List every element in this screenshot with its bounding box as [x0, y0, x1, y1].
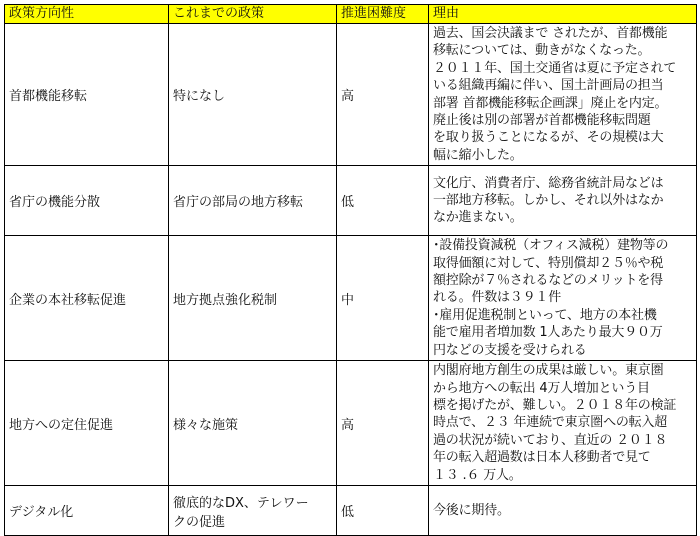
header-direction: 政策方向性	[5, 5, 169, 24]
reason-cell	[429, 166, 697, 236]
reason-line: 円などの支援を受けられる	[433, 342, 587, 358]
direction-cell: 首都機能移転	[5, 24, 169, 166]
table-row	[5, 236, 697, 361]
direction-cell: 省庁の機能分散	[5, 166, 169, 236]
difficulty-cell: 高	[337, 24, 429, 166]
reason-line: 過の状況が続いており、直近の ２０１８	[433, 432, 668, 448]
reason-line: いる組織再編に伴い、国土計画局の担当	[433, 78, 664, 94]
difficulty-cell: 低	[337, 486, 429, 536]
reason-cell	[429, 236, 697, 361]
reason-line: 今後に期待。	[433, 502, 510, 518]
reason-line: 文化庁、消費者庁、総務省統計局などは	[433, 175, 664, 191]
table-row	[5, 486, 697, 536]
policy-cell: 様々な施策	[169, 361, 337, 486]
difficulty-cell: 低	[337, 166, 429, 236]
table-row	[5, 24, 697, 166]
policy-line: クの促進	[173, 514, 226, 530]
policy-line: 徹底的なDX、テレワー	[173, 495, 309, 511]
reason-line: 内閣府地方創生の成果は厳しい。東京圏	[433, 363, 664, 379]
difficulty-cell: 高	[337, 361, 429, 486]
direction-cell: 地方への定住促進	[5, 361, 169, 486]
header-reason: 理由	[429, 5, 697, 24]
reason-line: 時点で、２３ 年連続で東京圏への転入超	[433, 415, 668, 431]
reason-line: ･設備投資減税（オフィス減税）建物等の	[433, 238, 669, 254]
policy-cell: 特になし	[169, 24, 337, 166]
direction-cell: デジタル化	[5, 486, 169, 536]
table-row	[5, 361, 697, 486]
reason-cell	[429, 24, 697, 166]
reason-line: 一部地方移転。しかし、それ以外はなか	[433, 193, 664, 209]
reason-line: 標を掲げたが、難しい。２０１８年の検証	[433, 397, 677, 413]
reason-cell	[429, 361, 697, 486]
policy-cell	[169, 486, 337, 536]
table-row	[5, 166, 697, 236]
direction-cell: 企業の本社移転促進	[5, 236, 169, 361]
reason-line: ･雇用促進税制といって、地方の本社機	[433, 307, 657, 323]
difficulty-cell: 中	[337, 236, 429, 361]
reason-line: 部署 首都機能移転企画課」廃止を内定。	[433, 95, 668, 111]
reason-line: １３ .６ 万人。	[433, 467, 522, 483]
policy-table	[4, 4, 697, 536]
header-difficulty: 推進困難度	[337, 5, 429, 24]
reason-line: 能で雇用者増加数 1人あたり最大９０万	[433, 325, 663, 341]
reason-line: なか進まない。	[433, 210, 523, 226]
policy-cell: 省庁の部局の地方移転	[169, 166, 337, 236]
reason-cell	[429, 486, 697, 536]
header-policy: これまでの政策	[169, 5, 337, 24]
reason-line: を取り扱うことになるが、その規模は大	[433, 130, 664, 146]
reason-line: から地方への転出 4万人増加という目	[433, 380, 650, 396]
reason-line: 額控除が７％されるなどのメリットを得	[433, 273, 663, 289]
reason-line: 過去、国会決議まで されたが、首都機能	[433, 26, 668, 41]
reason-line: 廃止後は別の部署が首都機能移転問題	[433, 113, 651, 129]
reason-line: ２０１１年、国土交通省は夏に予定されて	[433, 60, 677, 76]
reason-line: 取得価額に対して、特別償却２５％や税	[433, 255, 664, 271]
reason-line: れる。件数は３９１件	[433, 290, 562, 306]
header-row	[5, 5, 697, 24]
reason-line: 年の転入超過数は日本人移動者で見て	[433, 450, 651, 466]
policy-cell: 地方拠点強化税制	[169, 236, 337, 361]
reason-line: 幅に縮小した。	[433, 147, 523, 163]
reason-line: 移転については、動きがなくなった。	[433, 43, 651, 59]
